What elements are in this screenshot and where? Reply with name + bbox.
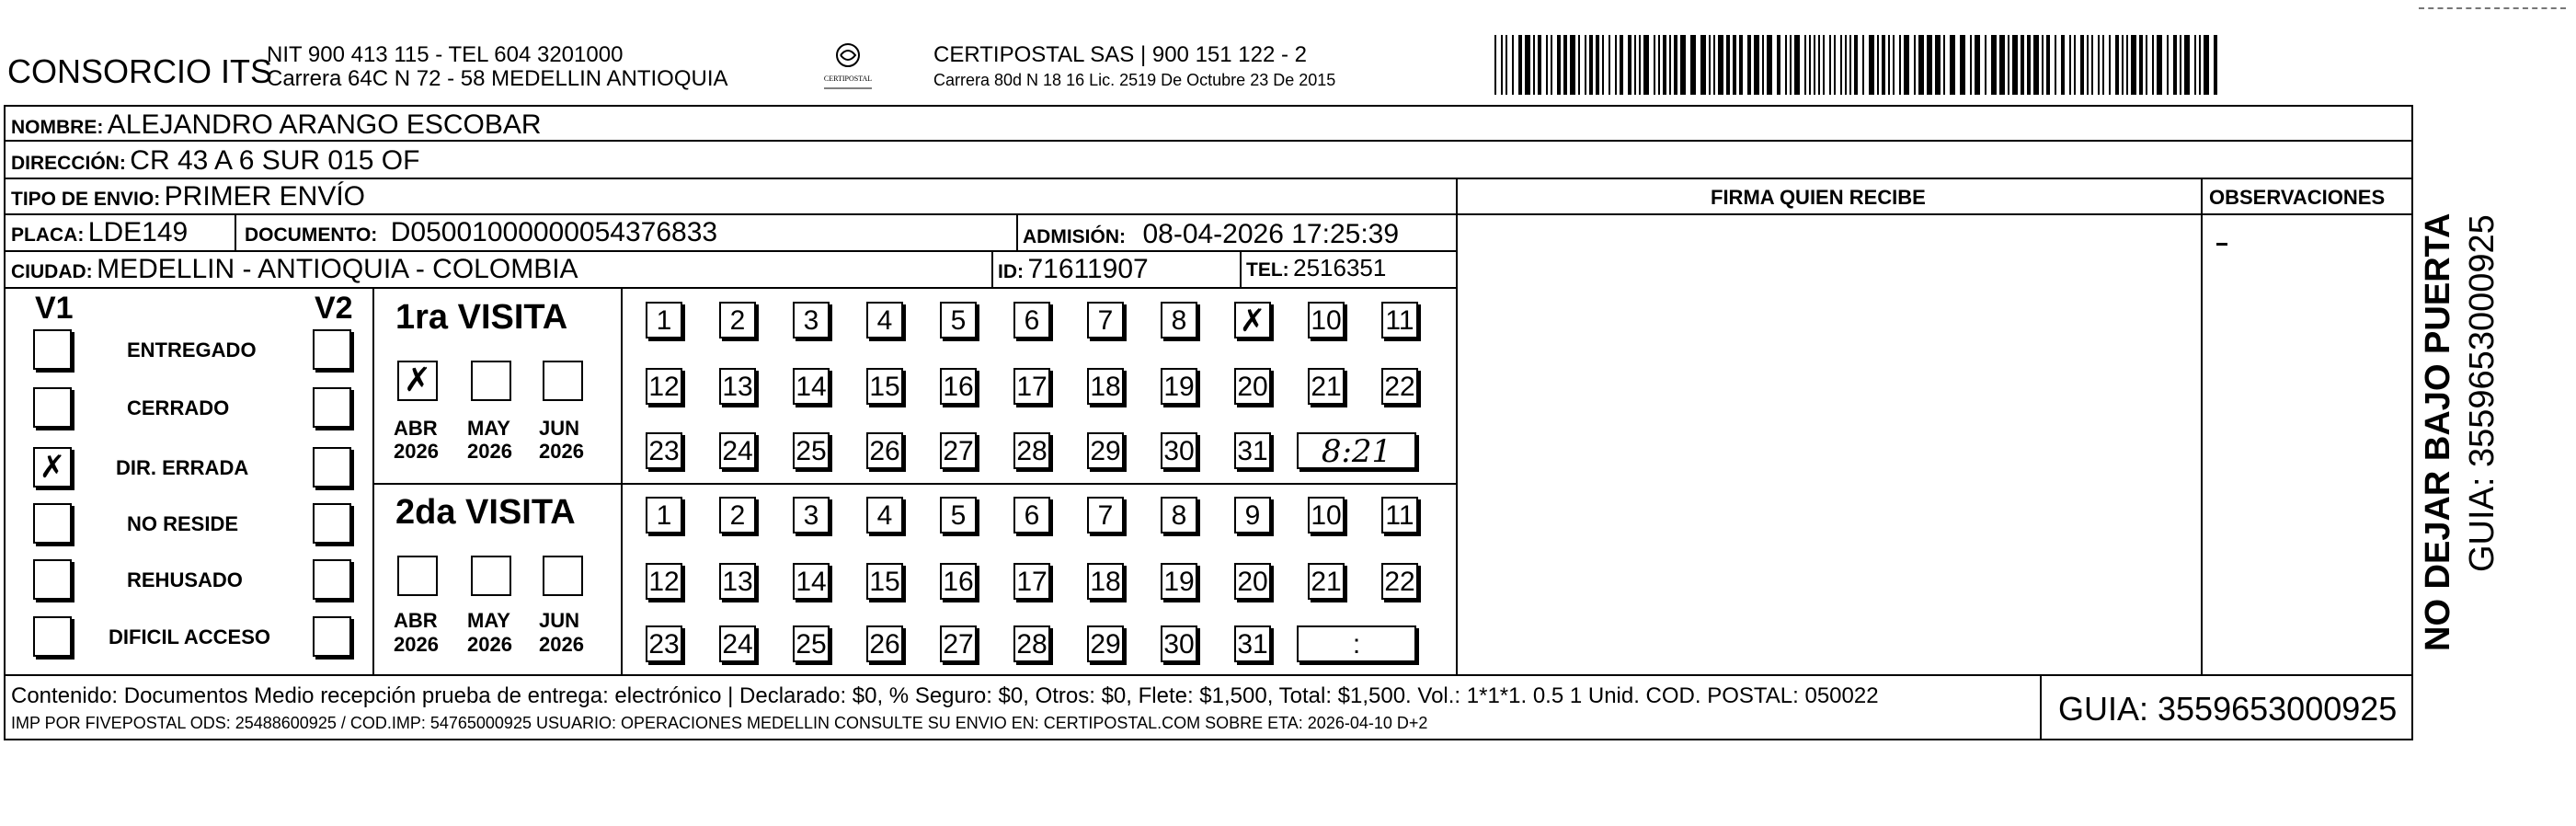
second-visit-day-10[interactable]: 10 <box>1308 497 1345 533</box>
v1-checkbox[interactable] <box>33 447 72 488</box>
second-visit-month-box[interactable] <box>543 556 583 596</box>
documento-value: D05001000000054376833 <box>390 217 718 247</box>
nombre-label: NOMBRE: <box>11 117 104 138</box>
month-label: ABR <box>394 417 438 440</box>
second-visit-day-13[interactable]: 13 <box>719 563 756 600</box>
first-visit-day-26[interactable]: 26 <box>866 432 903 469</box>
placa-field <box>11 219 188 247</box>
first-visit-day-20[interactable]: 20 <box>1234 368 1271 405</box>
pen-mark <box>2216 243 2227 246</box>
status-option-label: REHUSADO <box>127 568 243 591</box>
admision-field <box>1023 221 1399 248</box>
id-field <box>998 256 1149 283</box>
second-visit-day-12[interactable]: 12 <box>646 563 682 600</box>
company-name: CONSORCIO ITS <box>7 52 273 90</box>
second-visit-day-31[interactable]: 31 <box>1234 625 1271 662</box>
first-visit-day-2[interactable]: 2 <box>719 302 756 338</box>
v1-checkbox[interactable] <box>33 329 72 370</box>
second-visit-day-6[interactable]: 6 <box>1013 497 1050 533</box>
footer-imp-line: IMP POR FIVEPOSTAL ODS: 25488600925 / COD.IMP: 54765000925 USUARIO: OPERACIONES MEDELLIN CONSULTE SU ENVIO EN: CERTIPOSTAL.COM SOBRE ETA: 2026-04-10 D+2 <box>11 714 1428 732</box>
second-visit-day-21[interactable]: 21 <box>1308 563 1345 600</box>
second-visit-day-16[interactable]: 16 <box>940 563 977 600</box>
second-visit-day-4[interactable]: 4 <box>866 497 903 533</box>
admision-label: ADMISIÓN: <box>1023 226 1126 247</box>
second-visit-day-1[interactable]: 1 <box>646 497 682 533</box>
first-visit-day-17[interactable]: 17 <box>1013 368 1050 405</box>
status-option-label: DIR. ERRADA <box>116 456 249 479</box>
second-visit-day-2[interactable]: 2 <box>719 497 756 533</box>
first-visit-day-9[interactable] <box>1234 302 1271 338</box>
first-visit-day-23[interactable]: 23 <box>646 432 682 469</box>
first-visit-month-box[interactable] <box>397 361 438 401</box>
second-visit-day-22[interactable]: 22 <box>1381 563 1418 600</box>
status-option-label: DIFICIL ACCESO <box>109 625 271 648</box>
first-visit-month-box[interactable] <box>543 361 583 401</box>
second-visit-day-20[interactable]: 20 <box>1234 563 1271 600</box>
year-label: 2026 <box>467 440 512 463</box>
observaciones-header: OBSERVACIONES <box>2209 186 2386 209</box>
first-visit-month-box[interactable] <box>471 361 511 401</box>
v1-checkbox[interactable] <box>33 616 72 657</box>
second-visit-day-19[interactable]: 19 <box>1161 563 1197 600</box>
first-visit-day-5[interactable]: 5 <box>940 302 977 338</box>
tel-label: TEL: <box>1246 259 1289 281</box>
side-guia: GUIA: 3559653000925 <box>2463 214 2502 572</box>
first-visit-day-16[interactable]: 16 <box>940 368 977 405</box>
month-label: ABR <box>394 609 438 632</box>
second-visit-day-24[interactable]: 24 <box>719 625 756 662</box>
first-visit-day-6[interactable]: 6 <box>1013 302 1050 338</box>
placa-value: LDE149 <box>87 217 189 247</box>
second-visit-time-box[interactable]: : <box>1297 625 1416 662</box>
second-visit-day-18[interactable]: 18 <box>1087 563 1124 600</box>
direccion-label: DIRECCIÓN: <box>11 153 126 174</box>
v2-checkbox[interactable] <box>313 559 351 600</box>
barcode <box>1494 35 2226 95</box>
cut-line <box>2419 7 2566 9</box>
second-visit-day-3[interactable]: 3 <box>793 497 830 533</box>
first-visit-day-8[interactable]: 8 <box>1161 302 1197 338</box>
second-visit-day-30[interactable]: 30 <box>1161 625 1197 662</box>
first-visit-day-15[interactable]: 15 <box>866 368 903 405</box>
v2-checkbox[interactable] <box>313 503 351 544</box>
year-label: 2026 <box>467 633 512 656</box>
v1-checkbox[interactable] <box>33 559 72 600</box>
month-label: MAY <box>467 609 510 632</box>
first-visit-day-18[interactable]: 18 <box>1087 368 1124 405</box>
second-visit-day-5[interactable]: 5 <box>940 497 977 533</box>
second-visit-day-15[interactable]: 15 <box>866 563 903 600</box>
first-visit-day-19[interactable]: 19 <box>1161 368 1197 405</box>
first-visit-day-14[interactable]: 14 <box>793 368 830 405</box>
first-visit-day-3[interactable]: 3 <box>793 302 830 338</box>
status-option-label: ENTREGADO <box>127 338 257 361</box>
second-visit-day-29[interactable]: 29 <box>1087 625 1124 662</box>
first-visit-day-24[interactable]: 24 <box>719 432 756 469</box>
first-visit-day-21[interactable]: 21 <box>1308 368 1345 405</box>
second-visit-day-26[interactable]: 26 <box>866 625 903 662</box>
footer-content-line: Contenido: Documentos Medio recepción prueba de entrega: electrónico | Declarado: $0, % Seguro: $0, Otros: $0, Flete: $1,500, Total: $1,500. Vol.: 1*1*1. 0.5 1 Unid. COD. POSTAL: 050022 <box>11 683 1879 708</box>
second-visit-day-17[interactable]: 17 <box>1013 563 1050 600</box>
v2-checkbox[interactable] <box>313 387 351 428</box>
tipo-envio-label: TIPO DE ENVIO: <box>11 189 161 210</box>
tipo-envio-value: PRIMER ENVÍO <box>164 181 366 212</box>
ciudad-field <box>11 256 578 283</box>
placa-label: PLACA: <box>11 224 85 246</box>
v2-checkbox[interactable] <box>313 447 351 488</box>
first-visit-day-27[interactable]: 27 <box>940 432 977 469</box>
second-visit-day-25[interactable]: 25 <box>793 625 830 662</box>
tel-value: 2516351 <box>1293 254 1387 281</box>
firma-header: FIRMA QUIEN RECIBE <box>1711 186 1926 209</box>
nombre-value: ALEJANDRO ARANGO ESCOBAR <box>107 109 542 140</box>
first-visit-title: 1ra VISITA <box>395 298 568 337</box>
company-address: Carrera 64C N 72 - 58 MEDELLIN ANTIOQUIA <box>267 66 728 91</box>
first-visit-day-12[interactable]: 12 <box>646 368 682 405</box>
v2-checkbox[interactable] <box>313 616 351 657</box>
certipostal-logo <box>811 40 885 96</box>
month-label: JUN <box>539 417 580 440</box>
ciudad-value: MEDELLIN - ANTIOQUIA - COLOMBIA <box>97 254 578 284</box>
license-line: Carrera 80d N 18 16 Lic. 2519 De Octubre 23 De 2015 <box>933 71 1336 89</box>
second-visit-day-11[interactable]: 11 <box>1381 497 1418 533</box>
footer-guia: GUIA: 3559653000925 <box>2058 690 2398 728</box>
tipo-envio-field <box>11 183 365 211</box>
first-visit-day-31[interactable]: 31 <box>1234 432 1271 469</box>
first-visit-day-4[interactable]: 4 <box>866 302 903 338</box>
direccion-field <box>11 147 419 175</box>
month-label: MAY <box>467 417 510 440</box>
first-visit-day-28[interactable]: 28 <box>1013 432 1050 469</box>
first-visit-time-box[interactable] <box>1297 432 1416 469</box>
nombre-field <box>11 111 542 139</box>
v1-checkbox[interactable] <box>33 503 72 544</box>
ciudad-label: CIUDAD: <box>11 261 93 282</box>
carrier-line: CERTIPOSTAL SAS | 900 151 122 - 2 <box>933 42 1307 67</box>
id-label: ID: <box>998 261 1024 282</box>
documento-field <box>245 219 717 247</box>
first-visit-day-30[interactable]: 30 <box>1161 432 1197 469</box>
second-visit-month-box[interactable] <box>471 556 511 596</box>
second-visit-day-9[interactable]: 9 <box>1234 497 1271 533</box>
second-visit-day-28[interactable]: 28 <box>1013 625 1050 662</box>
second-visit-day-7[interactable]: 7 <box>1087 497 1124 533</box>
status-option-label: CERRADO <box>127 396 230 419</box>
month-label: JUN <box>539 609 580 632</box>
year-label: 2026 <box>539 440 584 463</box>
v1-header: V1 <box>35 291 74 326</box>
first-visit-day-25[interactable]: 25 <box>793 432 830 469</box>
x-mark-icon: ✗ <box>39 449 66 486</box>
v2-header: V2 <box>315 291 353 326</box>
direccion-value: CR 43 A 6 SUR 015 OF <box>130 145 420 176</box>
v2-checkbox[interactable] <box>313 329 351 370</box>
admision-value: 08-04-2026 17:25:39 <box>1142 219 1400 249</box>
second-visit-day-8[interactable]: 8 <box>1161 497 1197 533</box>
logo-text: CERTIPOSTAL <box>823 75 873 83</box>
first-visit-day-11[interactable]: 11 <box>1381 302 1418 338</box>
second-visit-month-box[interactable] <box>397 556 438 596</box>
second-visit-day-23[interactable]: 23 <box>646 625 682 662</box>
v1-checkbox[interactable] <box>33 387 72 428</box>
second-visit-day-27[interactable]: 27 <box>940 625 977 662</box>
first-visit-day-10[interactable]: 10 <box>1308 302 1345 338</box>
status-option-label: NO RESIDE <box>127 512 239 535</box>
first-visit-day-7[interactable]: 7 <box>1087 302 1124 338</box>
second-visit-day-14[interactable]: 14 <box>793 563 830 600</box>
x-mark-icon: ✗ <box>1239 303 1266 339</box>
first-visit-day-13[interactable]: 13 <box>719 368 756 405</box>
x-mark-icon: ✗ <box>403 361 432 399</box>
first-visit-day-1[interactable]: 1 <box>646 302 682 338</box>
tel-field <box>1246 256 1386 280</box>
year-label: 2026 <box>539 633 584 656</box>
id-value: 71611907 <box>1027 254 1149 284</box>
first-visit-day-29[interactable]: 29 <box>1087 432 1124 469</box>
year-label: 2026 <box>394 440 439 463</box>
handwritten-time: 8:21 <box>1321 433 1392 470</box>
first-visit-day-22[interactable]: 22 <box>1381 368 1418 405</box>
side-warning: NO DEJAR BAJO PUERTA <box>2419 212 2457 651</box>
company-nit: NIT 900 413 115 - TEL 604 3201000 <box>267 42 624 67</box>
documento-label: DOCUMENTO: <box>245 224 378 246</box>
year-label: 2026 <box>394 633 439 656</box>
second-visit-title: 2da VISITA <box>395 493 576 532</box>
